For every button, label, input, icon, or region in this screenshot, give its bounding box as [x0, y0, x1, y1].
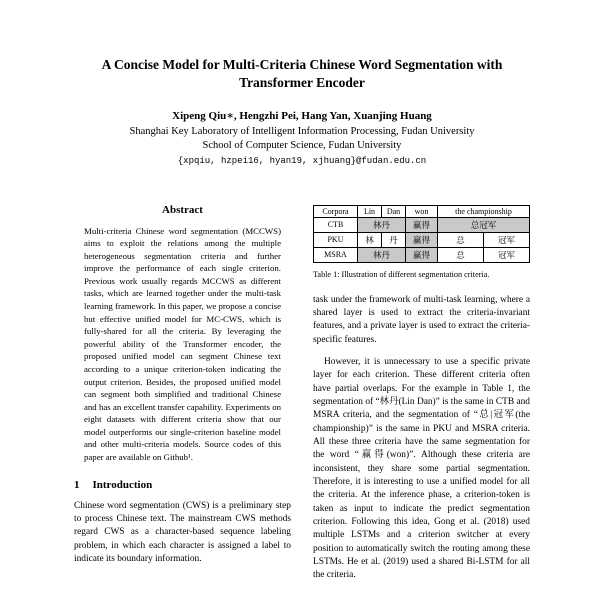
segmentation-cell: 赢得: [406, 247, 438, 262]
header-cell-lin: Lin: [358, 205, 382, 217]
abstract-heading: Abstract: [162, 203, 203, 216]
segmentation-criteria-table: [313, 205, 530, 263]
left-column: [74, 202, 291, 592]
table-row-pku: [314, 232, 530, 247]
section-1-number: 1: [74, 478, 80, 491]
segmentation-cell: 冠军: [484, 247, 530, 262]
header-cell-dan: Dan: [382, 205, 406, 217]
corpus-label: CTB: [314, 217, 358, 232]
header-cell-championship: the championship: [438, 205, 530, 217]
segmentation-cell: 赢得: [406, 232, 438, 247]
paper-title: A Concise Model for Multi-Criteria Chinese Word Segmentation with Transformer Encoder: [101, 57, 503, 90]
right-paragraph-1: task under the framework of multi-task learning, where a shared layer is used to extract the criteria-invariant features, and a private layer is used to extract the criteria-specific features.: [313, 294, 530, 345]
segmentation-cell: 林丹: [358, 217, 406, 232]
segmentation-cell: 赢得: [406, 217, 438, 232]
intro-paragraph: Chinese word segmentation (CWS) is a preliminary step to process Chinese text. The mainstream CWS methods regard CWS as a character-based sequence labeling problem, in which each character is assigned a label to indicate its boundary information.: [74, 500, 291, 564]
table-row-ctb: [314, 217, 530, 232]
segmentation-cell: 林丹: [358, 247, 406, 262]
table-header-row: [314, 205, 530, 217]
affiliation-line-1: Shanghai Key Laboratory of Intelligent Information Processing, Fudan University: [129, 125, 475, 137]
title-block: [74, 56, 530, 166]
paper-authors: Xipeng Qiu∗, Hengzhi Pei, Hang Yan, Xuanjing Huang: [172, 109, 432, 122]
abstract-text: Multi-criteria Chinese word segmentation (MCCWS) aims to exploit the relations among the multiple heterogeneous segmentation criteria and further improve the performance of each single criterion. Previous work usually regards MCCWS as different tasks, which are learned together under the multi-task learning framework. In this paper, we propose a concise but effective unified model for MC-CWS, which is fully-shared for all the criteria. By leveraging the powerful ability of the Transformer encoder, the proposed unified model can segment Chinese text according to a unique criterion-token indicating the output criterion. Besides, the proposed unified model can segment both simplified and traditional Chinese and has an excellent transfer capability. Experiments on eight datasets with different criteria show that our model outperforms our single-criterion baseline model and other multi-criteria models. Source codes of this paper are available on Github¹.: [84, 225, 282, 462]
two-column-body: [74, 202, 530, 592]
segmentation-cell: 总冠军: [438, 217, 530, 232]
right-paragraph-2: However, it is unnecessary to use a specific private layer for each criterion. These different criteria often have partial overlaps. For the example in Table 1, the segmentation of “林丹(Lin Dan)” is the same in CTB and MSRA criteria, and the segmentation of “总|冠军(the championship)” is the same in PKU and MSRA criteria. All these three criteria have the same segmentation for the word “赢得(won)”. Although these criteria are inconsistent, they share some partial segmentation. Therefore, it is interesting to use a unified model for all the criteria. At the inference phase, a criterion-token is taken as input to indicate the predict segmentation criterion. Following this idea, Gong et al. (2018) used multiple LSTMs and a criterion switcher at every position to automatically switch the routing among these LSTMs. He et al. (2019) used a shared Bi-LSTM for all the criteria.: [313, 356, 530, 581]
header-cell-won: won: [406, 205, 438, 217]
segmentation-cell: 总: [438, 232, 484, 247]
right-column: [313, 202, 530, 592]
table-1-caption: Table 1: Illustration of different segmentation criteria.: [313, 269, 490, 279]
segmentation-cell: 总: [438, 247, 484, 262]
segmentation-cell: 林: [358, 232, 382, 247]
section-1-title: Introduction: [92, 478, 153, 491]
corpus-label: MSRA: [314, 247, 358, 262]
segmentation-cell: 丹: [382, 232, 406, 247]
segmentation-cell: 冠军: [484, 232, 530, 247]
affiliation-line-2: School of Computer Science, Fudan University: [202, 140, 402, 152]
table-row-msra: [314, 247, 530, 262]
section-1-heading: [74, 479, 291, 491]
author-emails: {xpqiu, hzpei16, hyan19, xjhuang}@fudan.edu.cn: [177, 155, 427, 166]
header-cell-corpora: Corpora: [314, 205, 358, 217]
corpus-label: PKU: [314, 232, 358, 247]
